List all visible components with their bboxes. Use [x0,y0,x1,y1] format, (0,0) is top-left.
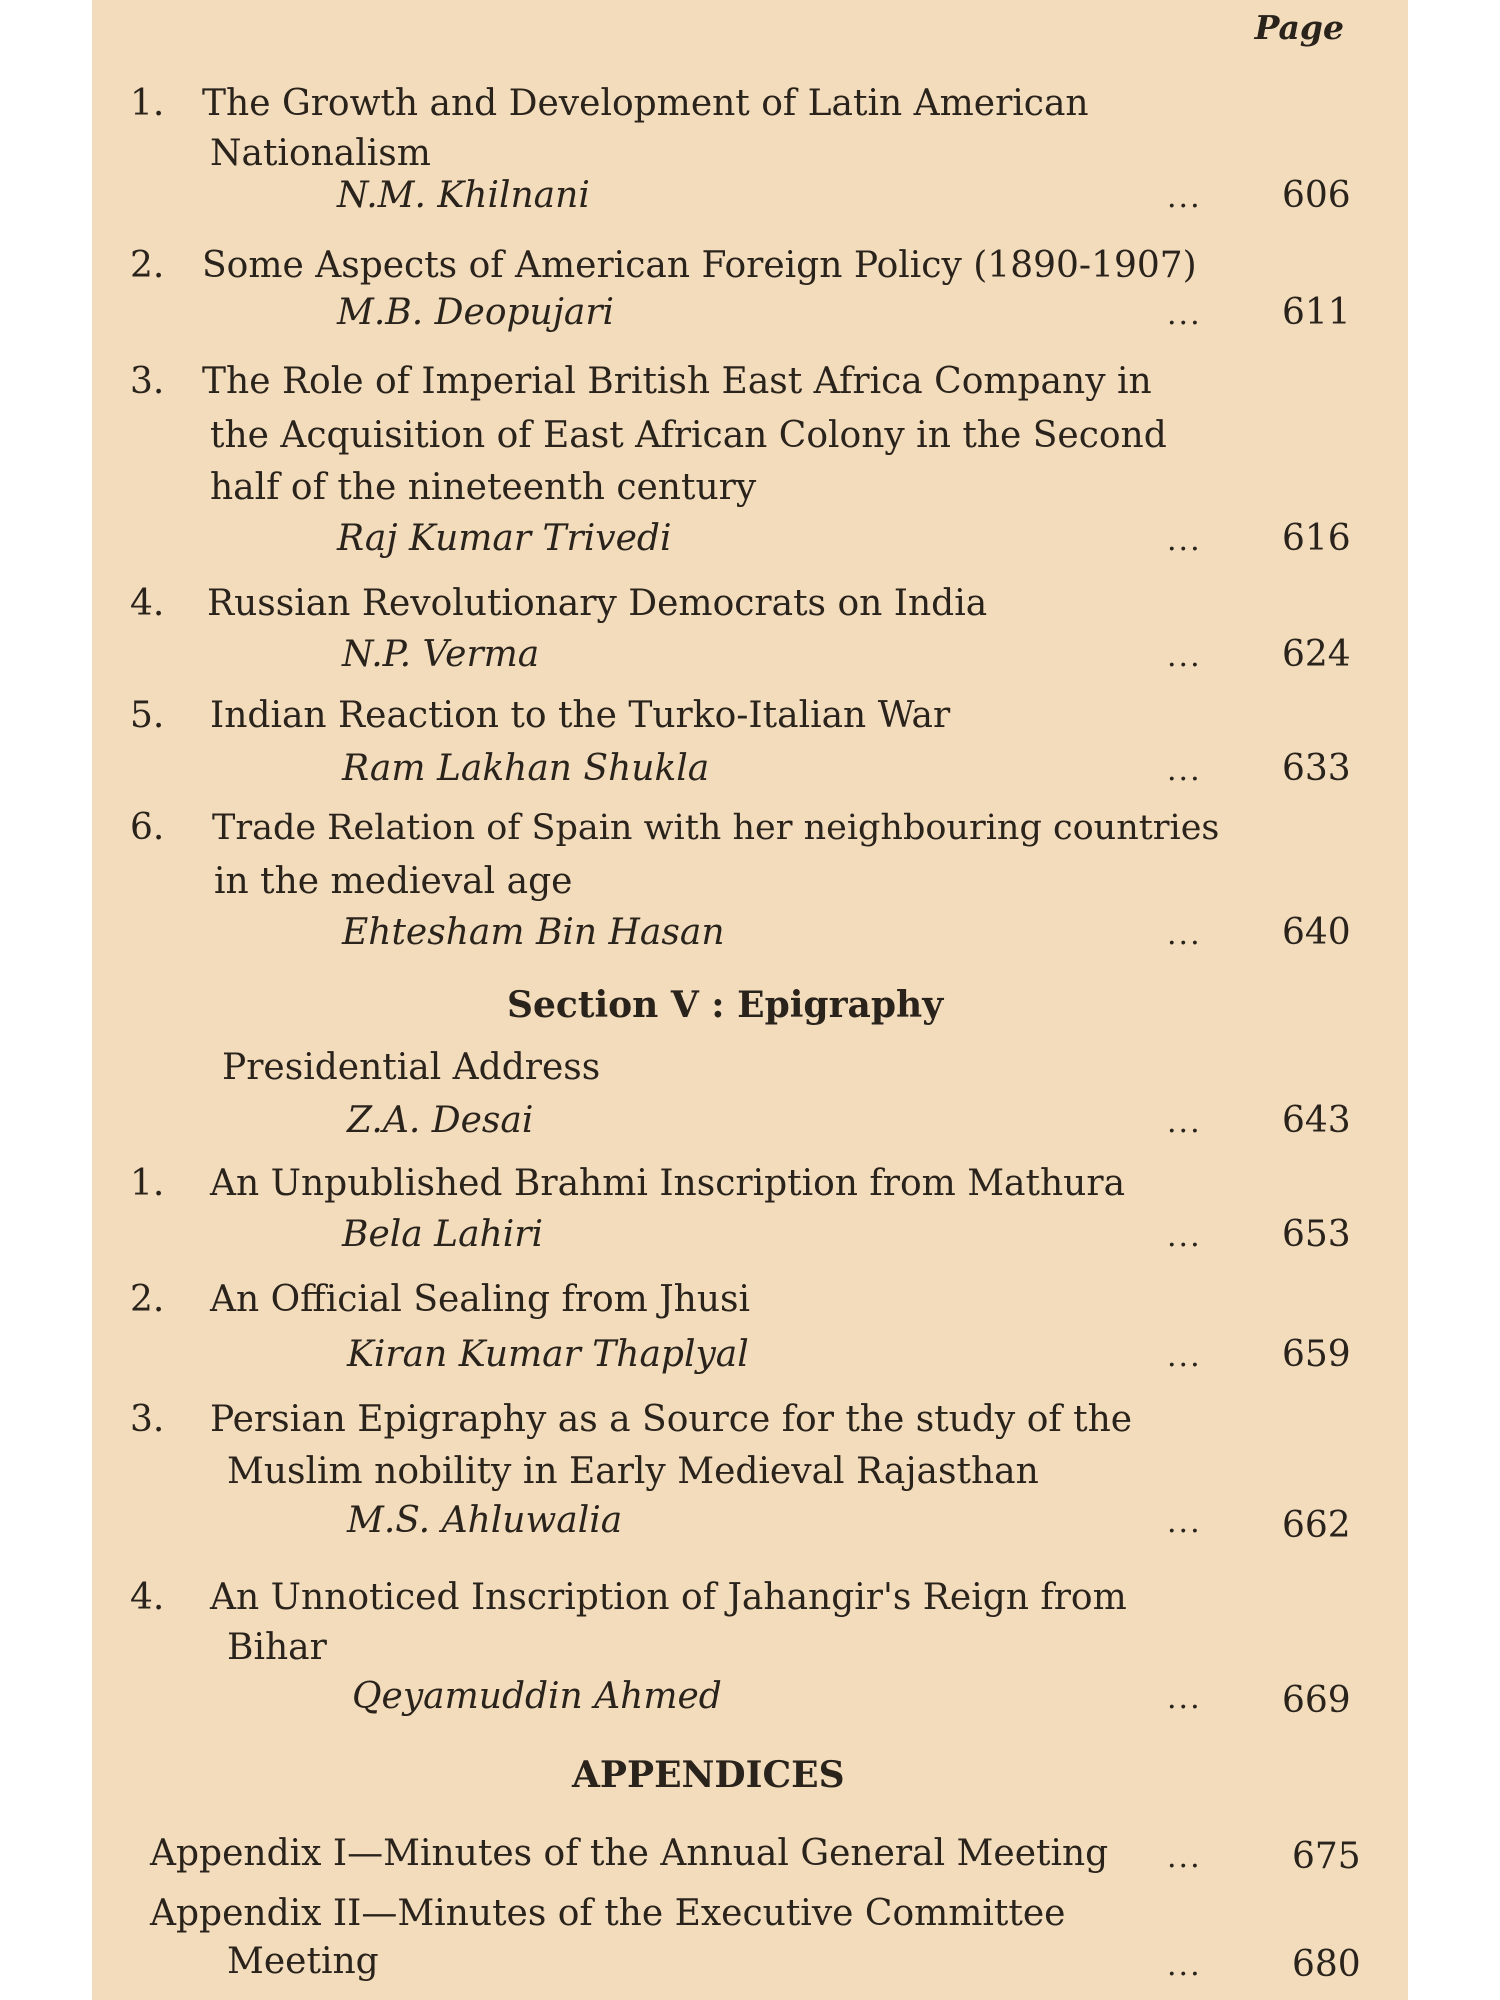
entry-title-text: The Growth and Development of Latin American [202,83,1089,124]
entry-title-text: An Unpublished Brahmi Inscription from Mathura [210,1163,1126,1204]
leader-dots: ... [1167,523,1202,558]
entry-number: 2. [130,1279,165,1320]
entry-author: Qeyamuddin Ahmed [352,1676,722,1717]
entry-title-text: An Unnoticed Inscription of Jahangir's Reign from [210,1577,1127,1618]
leader-dots: ... [1167,917,1202,952]
appendix-page-number: 675 [1292,1836,1361,1877]
entry-page-number: 640 [1282,912,1351,953]
leader-dots: ... [1167,1681,1202,1716]
leader-dots: ... [1167,1219,1202,1254]
entry-title-line-2: Nationalism [210,133,431,174]
entry-author: Ehtesham Bin Hasan [342,912,725,953]
entry-page-number: 662 [1282,1505,1351,1546]
entry-number: 1. [130,1163,165,1204]
entry-page-number: 616 [1282,518,1351,559]
entry-page-number: 606 [1282,175,1351,216]
leader-dots: ... [1167,1105,1202,1140]
entry-title-text: Trade Relation of Spain with her neighbouring countries [212,808,1220,848]
entry-author: Kiran Kumar Thaplyal [347,1334,749,1375]
appendix-title-line-1: Appendix I—Minutes of the Annual General Meeting [150,1833,1109,1874]
entry-page-number: 653 [1282,1214,1351,1255]
entry-number: 3. [130,1399,165,1440]
entry-title-line-2: in the medieval age [214,861,573,902]
page-column-label: Page [1254,8,1344,47]
leader-dots: ... [1167,180,1202,215]
entry-number: 4. [130,583,165,624]
entry-number: 5. [130,695,165,736]
appendix-title-line-2: Meeting [227,1941,379,1982]
leader-dots: ... [1167,1339,1202,1374]
entry-author: M.S. Ahluwalia [347,1500,623,1541]
entry-author: Raj Kumar Trivedi [337,518,672,559]
leader-dots: ... [1167,639,1202,674]
entry-number: 6. [130,807,165,848]
entry-title-text: Persian Epigraphy as a Source for the study of the [210,1399,1133,1440]
appendices-heading: APPENDICES [572,1754,845,1796]
entry-title-line-1: Presidential Address [222,1047,601,1088]
leader-dots: ... [1167,1840,1202,1875]
entry-title-text: Russian Revolutionary Democrats on India [207,583,988,624]
entry-page-number: 633 [1282,748,1351,789]
appendix-title-line-1: Appendix II—Minutes of the Executive Committee [150,1893,1066,1934]
entry-page-number: 643 [1282,1100,1351,1141]
leader-dots: ... [1167,753,1202,788]
entry-number: 2. [130,245,165,286]
entry-page-number: 659 [1282,1334,1351,1375]
entry-title-text: Indian Reaction to the Turko-Italian War [210,695,951,736]
entry-author: Ram Lakhan Shukla [342,748,710,789]
document-page [92,0,1408,2000]
entry-page-number: 669 [1282,1680,1351,1721]
entry-title-text: The Role of Imperial British East Africa Company in [202,361,1152,402]
entry-title-line-2: the Acquisition of East African Colony in the Second [210,415,1167,456]
entry-author: M.B. Deopujari [337,292,615,333]
entry-number: 4. [130,1577,165,1618]
entry-author: Bela Lahiri [342,1214,543,1255]
leader-dots: ... [1167,297,1202,332]
section-heading: Section V : Epigraphy [507,984,944,1026]
entry-number: 3. [130,361,165,402]
entry-number: 1. [130,83,165,124]
entry-title-line-2: Bihar [227,1627,327,1668]
entry-page-number: 611 [1282,292,1351,333]
appendix-page-number: 680 [1292,1944,1361,1985]
leader-dots: ... [1167,1948,1202,1983]
entry-author: N.M. Khilnani [337,175,590,216]
entry-title-line-2: Muslim nobility in Early Medieval Rajasthan [227,1451,1039,1492]
entry-author: N.P. Verma [342,634,540,675]
entry-title-text: An Official Sealing from Jhusi [210,1279,751,1320]
entry-title-text: Some Aspects of American Foreign Policy (1890-1907) [202,245,1197,286]
leader-dots: ... [1167,1505,1202,1540]
entry-title-line-3: half of the nineteenth century [210,467,757,508]
entry-page-number: 624 [1282,634,1351,675]
entry-author: Z.A. Desai [347,1100,534,1141]
